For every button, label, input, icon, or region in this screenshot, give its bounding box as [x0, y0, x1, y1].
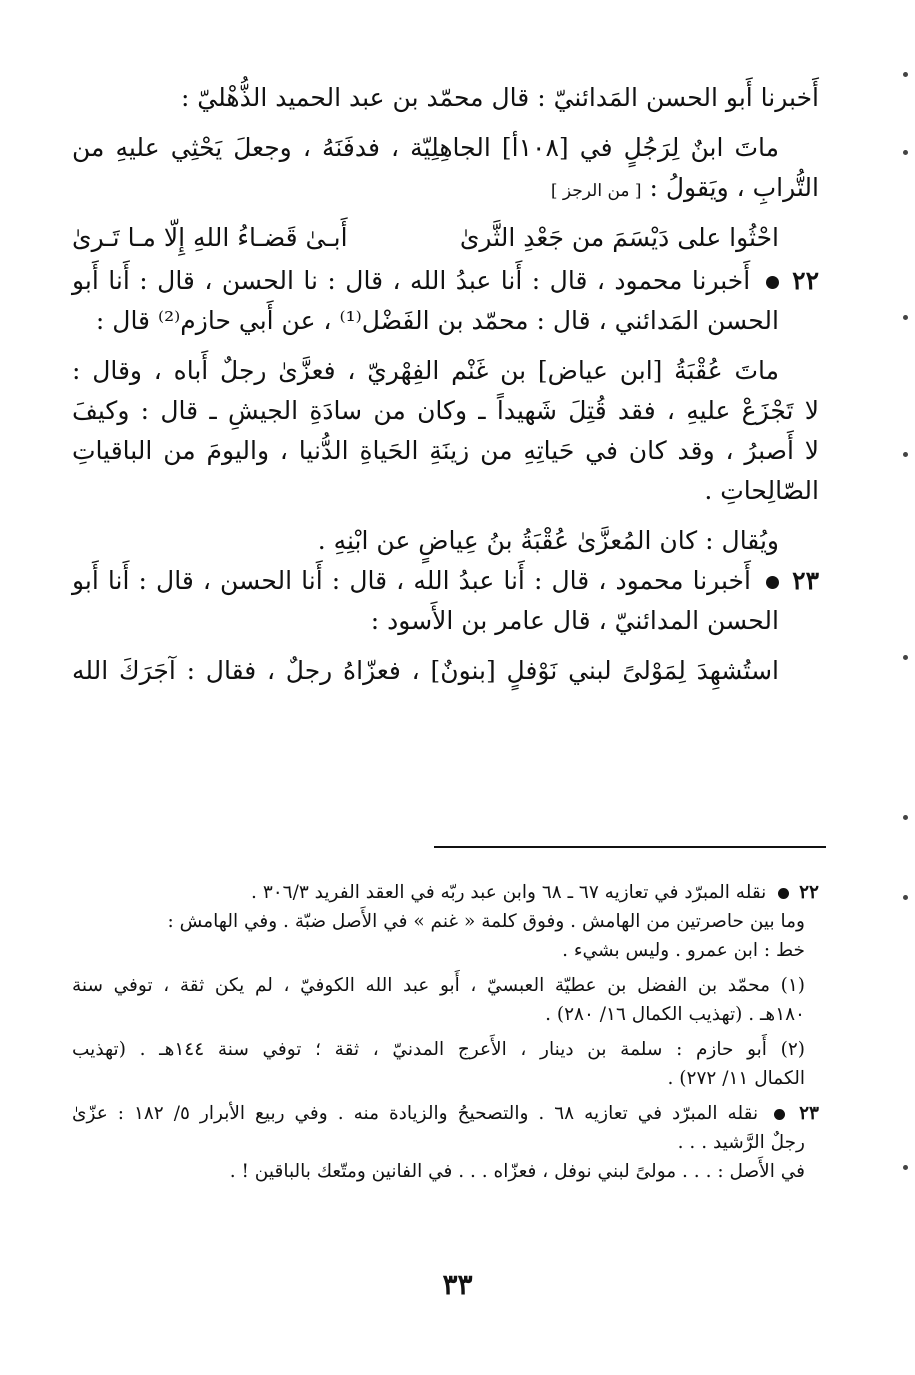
- verse-second-hemistich: أَبـىٰ قَضـاءُ اللهِ إِلّا مـا تَـرىٰ: [72, 223, 348, 252]
- footnotes: [72, 878, 819, 1186]
- main-text: [72, 78, 819, 691]
- paragraph-text: التُّرابِ ، ويَقولُ :: [649, 173, 819, 202]
- footnote-line: في الأَصل : . . . مولىً لبني نوفل ، فعزّاه . . . في الفانين ومتّعك بالباقين ! .: [229, 1161, 805, 1182]
- footnote-line: خط : ابن عمرو . وليس بشيء .: [562, 940, 805, 961]
- item-22-header: [72, 261, 819, 301]
- paragraph-line: الحسن المدائنيّ ، قال عامر بن الأَسود :: [370, 606, 779, 635]
- paragraph-line: الصّالِحاتِ .: [704, 476, 819, 505]
- item-number: ٢٣: [792, 566, 820, 595]
- footnote-number: ٢٣: [799, 1103, 819, 1124]
- paragraph-line: الحسن المَدائني ، قال : محمّد بن الفَضْل⁽¹⁾ ، عن أَبي حازم⁽²⁾ قال :: [95, 306, 779, 335]
- item-text: أَخبرنا محمود ، قال : أَنا عبدُ الله ، قال : نا الحسن ، قال : أَنا أَبو: [72, 266, 751, 295]
- bullet-icon: [778, 888, 789, 899]
- page-number: ٣٣: [442, 1268, 473, 1301]
- bullet-icon: [766, 576, 779, 589]
- footnote-text: نقله المبرّد في تعازيه ٦٨ . والتصحيحُ والزيادة منه . وفي ربيع الأبرار ٥/ ١٨٢ : عزّىٰ: [72, 1103, 759, 1124]
- item-23-header: [72, 561, 819, 601]
- paragraph-line: لا تَجْزَعْ عليهِ ، فقد قُتِلَ شَهيداً ـ وكان من سادَةِ الجيشِ ـ قال : وكيفَ: [72, 396, 819, 425]
- margin-dot: [903, 452, 908, 457]
- footnote-23-header: [72, 1099, 819, 1128]
- intro-line: أَخبرنا أَبو الحسن المَدائنيّ : قال محمّد بن عبد الحميد الذُّهْليّ :: [180, 83, 819, 112]
- margin-dot: [903, 315, 908, 320]
- paragraph-line: ماتَ ابنٌ لِرَجُلٍ في [١٠٨أ] الجاهِلِيّة ، فدفَنَهُ ، وجعلَ يَحْثِي عليهِ من: [72, 133, 780, 162]
- verse-first-hemistich: احْثُوا على دَيْسَمَ من جَعْدِ الثَّرىٰ: [459, 223, 779, 252]
- paragraph-line: استُشهِدَ لِمَوْلىً لبني نَوْفلٍ [بنونٌ] ، فعزّاهُ رجلٌ ، فقال : آجَرَكَ الله: [72, 656, 779, 685]
- footnote-line: وما بين حاصرتين من الهامش . وفوق كلمة « غنم » في الأَصل ضبّة . وفي الهامش :: [167, 911, 805, 932]
- footnote-divider: [434, 846, 826, 848]
- footnote-1-line: (١) محمّد بن الفضل بن عطيّة العبسيّ ، أَبو عبد الله الكوفيّ ، لم يكن ثقة ، توفي سنة: [72, 975, 805, 996]
- paragraph-line: لا أَصبرُ ، وقد كان في حَياتِهِ من زينَةِ الحَياةِ الدُّنيا ، واليومَ من الباقياتِ: [72, 436, 819, 465]
- meter-label: [ من الرجز ]: [550, 181, 642, 201]
- margin-dot: [903, 895, 908, 900]
- item-text: أَخبرنا محمود ، قال : أَنا عبدُ الله ، قال : أَنا الحسن ، قال : أَنا أَبو: [72, 566, 751, 595]
- footnote-1-line: ١٨٠هـ . (تهذيب الكمال ١٦/ ٢٨٠) .: [545, 1004, 805, 1025]
- margin-dot: [903, 72, 908, 77]
- paragraph-line: ماتَ عُقْبَةُ [ابن عياض] بن غَنْم الفِهْريّ ، فعزَّىٰ رجلٌ أَباه ، وقال :: [72, 356, 779, 385]
- margin-dot: [903, 1165, 908, 1170]
- footnote-2-line: الكمال ١١/ ٢٧٢) .: [667, 1068, 805, 1089]
- paragraph-line: ويُقال : كان المُعزَّىٰ عُقْبَةُ بنُ عِياضٍ عن ابْنِهِ .: [317, 526, 779, 555]
- item-number: ٢٢: [792, 266, 819, 295]
- margin-dot: [903, 655, 908, 660]
- footnote-number: ٢٢: [799, 882, 819, 903]
- bullet-icon: [766, 276, 779, 289]
- footnote-text: نقله المبرّد في تعازيه ٦٧ ـ ٦٨ وابن عبد ربّه في العقد الفريد ٣٠٦/٣ .: [251, 882, 767, 903]
- margin-dot: [903, 150, 908, 155]
- margin-dot: [903, 815, 908, 820]
- footnote-2-line: (٢) أَبو حازم : سلمة بن دينار ، الأَعرج المدنيّ ، ثقة ؛ توفي سنة ١٤٤هـ . (تهذيب: [72, 1039, 805, 1060]
- footnote-line: رجلٌ الرَّشيد . . .: [677, 1132, 805, 1153]
- verse-line: [72, 215, 819, 261]
- footnote-22-header: [72, 878, 819, 907]
- bullet-icon: [774, 1109, 785, 1120]
- paragraph-line: [72, 168, 819, 211]
